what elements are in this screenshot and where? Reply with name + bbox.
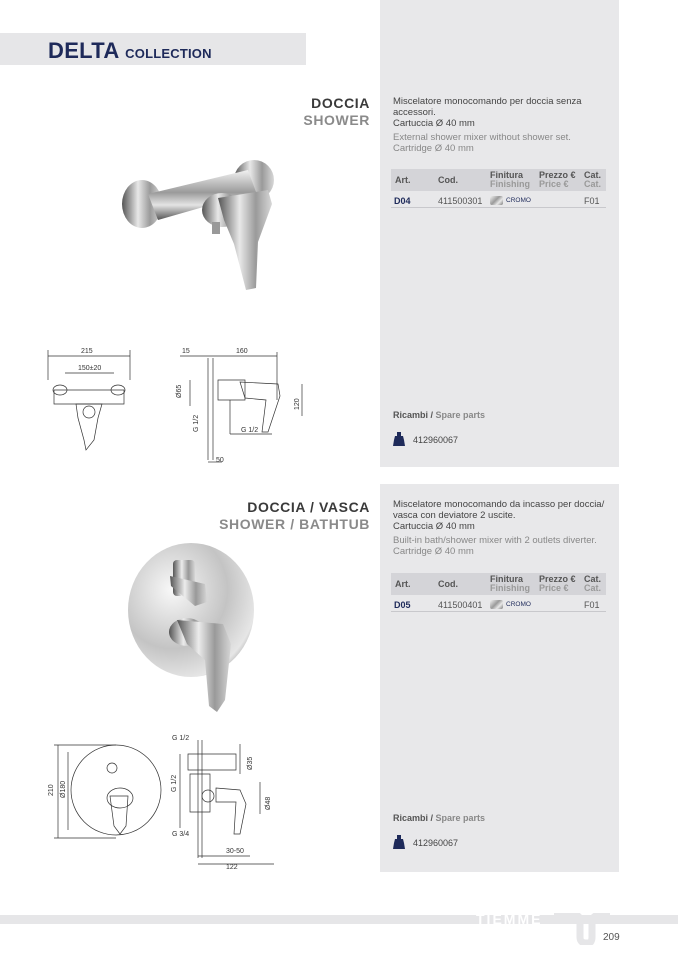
th-price: Prezzo € Price € — [539, 574, 576, 593]
product-1-cartridge-en: Cartridge Ø 40 mm — [393, 143, 474, 154]
product-1-description — [393, 96, 613, 154]
product-1-art: D04 — [394, 196, 411, 206]
collection-name: DELTA — [48, 38, 119, 63]
row-divider — [391, 611, 606, 612]
dim-g34: G 3/4 — [172, 831, 190, 838]
dim-30-50: 30-50 — [226, 848, 244, 855]
product-panel-1 — [380, 0, 619, 467]
dim-g12-a: G 1/2 — [193, 414, 200, 432]
collection-title — [48, 38, 212, 64]
product-2-desc-it: Miscelatore monocomando da incasso per doccia/ vasca con deviatore 2 uscite. — [393, 499, 605, 521]
cartridge-icon — [393, 432, 405, 446]
bathtub-technical-drawing — [40, 730, 280, 870]
product-2-spare-label: Ricambi / Spare parts — [393, 813, 486, 823]
product-1-name-it: DOCCIA — [311, 95, 370, 111]
th-art: Art. — [395, 579, 411, 589]
dim-15: 15 — [182, 348, 190, 355]
product-2-spare-code: 412960067 — [413, 838, 459, 848]
product-2-cartridge-it: Cartuccia Ø 40 mm — [393, 521, 475, 532]
dim-g12-b: G 1/2 — [241, 427, 259, 434]
product-2-cat: F01 — [584, 600, 600, 610]
product-1-desc-it: Miscelatore monocomando per doccia senza accessori. — [393, 96, 582, 118]
dim-180: Ø180 — [60, 780, 67, 798]
dim-122: 122 — [226, 864, 238, 870]
dim-210: 210 — [48, 784, 55, 796]
dim-35: Ø35 — [247, 756, 254, 770]
chrome-finish-swatch — [490, 600, 503, 609]
th-finish: Finitura Finishing — [490, 170, 530, 189]
product-1-name-en: SHOWER — [303, 112, 370, 128]
th-price: Prezzo € Price € — [539, 170, 576, 189]
product-1-spare-label: Ricambi / Spare parts — [393, 410, 486, 420]
product-2-name-en: SHOWER / BATHTUB — [219, 516, 370, 532]
bathtub-mixer-image — [125, 540, 265, 720]
th-cod: Cod. — [438, 579, 458, 589]
shower-technical-drawing — [40, 340, 310, 470]
th-cat: Cat. Cat. — [584, 170, 602, 189]
product-1-cat: F01 — [584, 196, 600, 206]
dim-150: 150±20 — [78, 365, 102, 372]
product-1-cod: 411500301 — [438, 196, 483, 206]
dim-65: Ø65 — [176, 384, 183, 398]
dim-215: 215 — [81, 348, 93, 355]
th-finish: Finitura Finishing — [490, 574, 530, 593]
product-2-desc-en: Built-in bath/shower mixer with 2 outlets diverter. — [393, 535, 597, 546]
product-1-finish: CROMO — [506, 197, 531, 204]
product-1-spare-code: 412960067 — [413, 435, 459, 445]
th-art: Art. — [395, 175, 411, 185]
th-cat: Cat. Cat. — [584, 574, 602, 593]
collection-subtitle: COLLECTION — [125, 46, 212, 61]
product-2-cod: 411500401 — [438, 600, 483, 610]
dim-g12-side: G 1/2 — [171, 774, 178, 792]
page-number: 209 — [603, 932, 620, 943]
cartridge-icon — [393, 835, 405, 849]
product-2-description — [393, 499, 613, 557]
product-2-finish: CROMO — [506, 601, 531, 608]
dim-g12-top: G 1/2 — [172, 735, 190, 742]
dim-160: 160 — [236, 348, 248, 355]
dim-48: Ø48 — [265, 796, 272, 810]
shower-mixer-image — [118, 150, 288, 295]
product-2-name-it: DOCCIA / VASCA — [247, 499, 370, 515]
chrome-finish-swatch — [490, 196, 503, 205]
product-2-art: D05 — [394, 600, 411, 610]
th-cod: Cod. — [438, 175, 458, 185]
product-1-desc-en: External shower mixer without shower set. — [393, 132, 571, 143]
dim-50: 50 — [216, 457, 224, 464]
product-1-cartridge-it: Cartuccia Ø 40 mm — [393, 118, 475, 129]
row-divider — [391, 207, 606, 208]
brand-logo: TIEMME — [476, 911, 543, 927]
dim-120: 120 — [294, 398, 301, 410]
product-2-cartridge-en: Cartridge Ø 40 mm — [393, 546, 474, 557]
